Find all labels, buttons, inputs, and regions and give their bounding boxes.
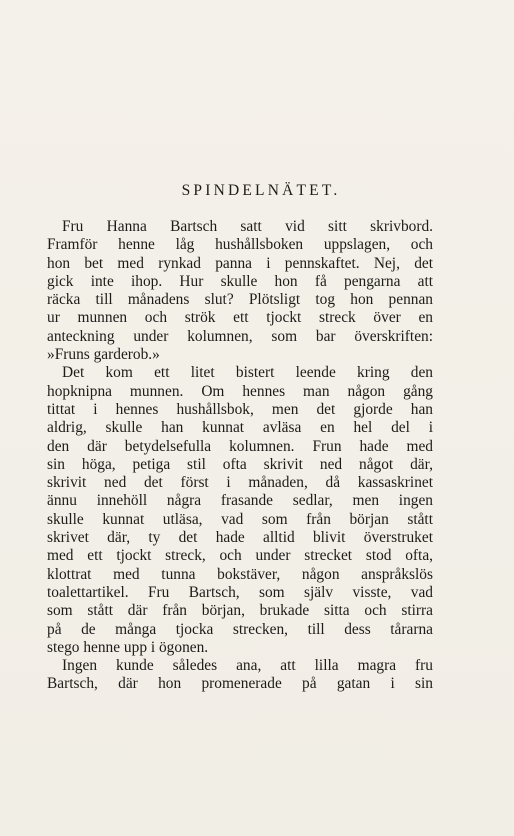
text-line: Bartsch, där hon promenerade på gatan i sin bbox=[47, 675, 433, 693]
text-line: skrivet där, ty det hade alltid blivit överstruket bbox=[47, 529, 433, 547]
text-line: klottrat med tunna bokstäver, någon anspråkslös bbox=[47, 565, 433, 583]
text-line: Ingen kunde således ana, att lilla magra fru bbox=[62, 657, 433, 675]
text-line: aldrig, skulle han kunnat avläsa en hel del i bbox=[47, 419, 433, 437]
text-line: med ett tjockt streck, och under strecket stod ofta, bbox=[47, 547, 433, 565]
text-line: räcka till månadens slut? Plötsligt tog hon pennan bbox=[47, 291, 433, 309]
text-line: stego henne upp i ögonen. bbox=[47, 638, 209, 656]
text-line: Fru Hanna Bartsch satt vid sitt skrivbord. bbox=[62, 218, 433, 235]
text-line: sin höga, petiga stil ofta skrivit ned något där, bbox=[47, 455, 433, 473]
text-line: Framför henne låg hushållsboken uppslagen, och bbox=[47, 236, 433, 254]
text-line: hopknipna munnen. Om hennes man någon gång bbox=[47, 382, 433, 400]
text-line: ur munnen och strök ett tjockt streck över en bbox=[47, 309, 433, 327]
text-line: skrivit ned det först i månaden, då kassaskrinet bbox=[47, 474, 433, 492]
text-line: tittat i hennes hushållsbok, men det gjorde han bbox=[47, 400, 433, 418]
text-line: som stått där från början, brukade sitta och stirra bbox=[47, 602, 433, 620]
text-line: gick inte ihop. Hur skulle hon få pengarna att bbox=[47, 272, 433, 290]
text-line: ännu innehöll några frasande sedlar, men ingen bbox=[47, 492, 433, 510]
text-line: hon bet med rynkad panna i pennskaftet. Nej, det bbox=[47, 254, 433, 272]
text-line: Det kom ett litet bistert leende kring den bbox=[62, 364, 433, 382]
text-line: toalettartikel. Fru Bartsch, som själv visste, vad bbox=[47, 583, 433, 601]
text-line: skulle kunnat utläsa, vad som från början stått bbox=[47, 510, 433, 528]
text-line: den där betydelsefulla kolumnen. Frun hade med bbox=[47, 437, 433, 455]
text-line: anteckning under kolumnen, som bar överskriften: bbox=[47, 327, 433, 345]
chapter-title: SPINDELNÄTET. bbox=[181, 182, 341, 199]
text-line: »Fruns garderob.» bbox=[47, 346, 160, 364]
text-line: på de många tjocka strecken, till dess tårarna bbox=[47, 620, 433, 638]
body-text bbox=[47, 218, 433, 694]
